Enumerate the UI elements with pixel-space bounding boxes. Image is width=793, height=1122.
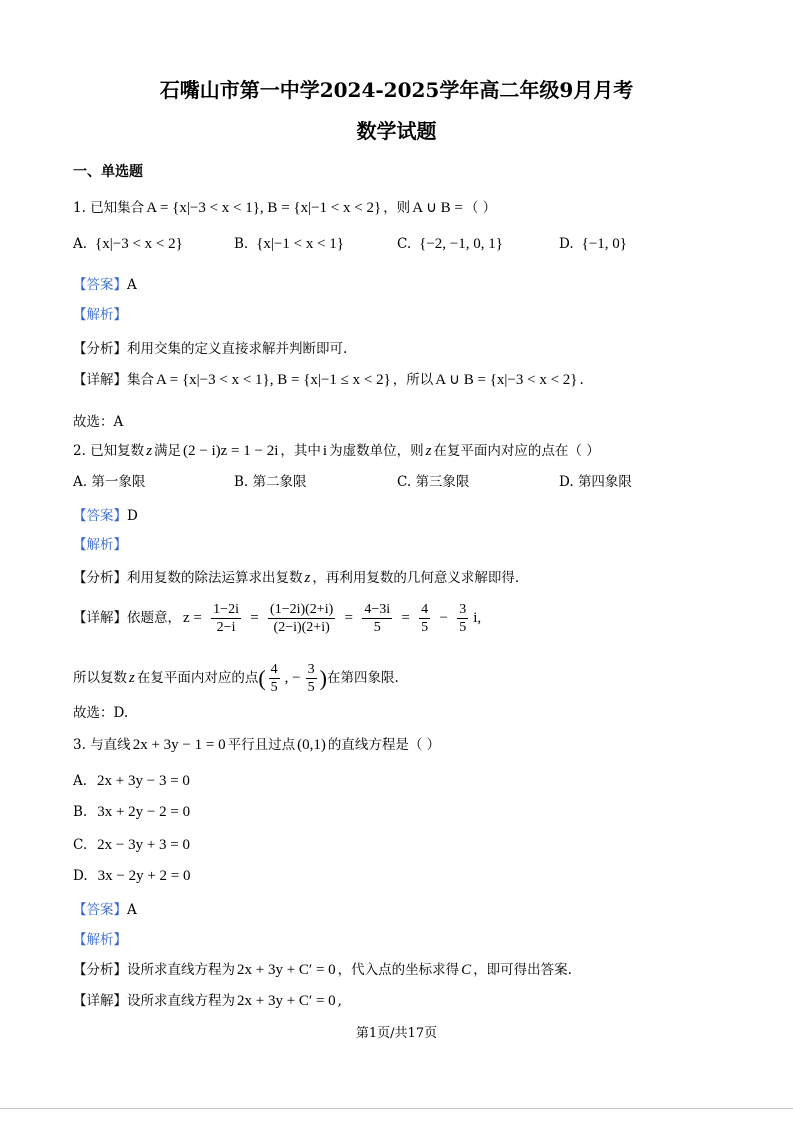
q1-options: [73, 234, 723, 254]
q3-xiangjie-end: ,: [337, 993, 342, 1009]
q1-option-a: [73, 234, 185, 254]
q1-xiangjie-end: .: [579, 372, 584, 388]
q2-stem-z2: z: [425, 443, 432, 459]
option-text: {x|−1 < x < 1}: [256, 236, 344, 252]
q2-point: [73, 658, 399, 699]
q1-answer-value: A: [127, 277, 137, 293]
q3-option-d: [73, 866, 193, 886]
fraction-denominator: 2−i: [216, 620, 236, 635]
option-text: 第四象限: [577, 474, 632, 490]
q2-xiangjie-lhs: z =: [183, 610, 202, 626]
option-label: D.: [559, 474, 574, 490]
q3-option-c: [73, 835, 192, 855]
q3-stem-text3: 的直线方程是（ ）: [327, 737, 441, 753]
point-separator: , −: [284, 670, 301, 686]
option-text: 第三象限: [415, 474, 470, 490]
q1-xiangjie-text1: 集合: [127, 372, 154, 388]
fraction: [419, 601, 430, 636]
fraction-denominator: 5: [307, 680, 315, 695]
option-text: 3x + 2y − 2 = 0: [97, 804, 191, 820]
fraction: [306, 661, 317, 696]
fenxi-tag: 【分析】: [73, 341, 127, 357]
q1-xiangjie-text2: ，所以: [392, 372, 434, 388]
q2-option-d: [559, 472, 632, 492]
answer-tag: 【答案】: [73, 508, 127, 524]
q3-answer-value: A: [127, 902, 137, 918]
q3-xiangjie: [73, 991, 342, 1011]
q2-stem-z: z: [146, 443, 153, 459]
q1-stem-union: A ∪ B =: [412, 200, 463, 216]
q1-xiangjie-math1: A = {x|−3 < x < 1}, B = {x|−1 ≤ x < 2}: [156, 372, 391, 388]
q2-stem-text3: ，其中: [280, 443, 321, 459]
q3-fenxi-text3: ，即可得出答案.: [473, 962, 572, 978]
option-label: C.: [397, 236, 412, 252]
q3-number: 3.: [73, 737, 86, 753]
fraction-denominator: 5: [270, 680, 278, 695]
fraction-numerator: 4: [421, 602, 429, 617]
q2-xiangjie: [73, 598, 483, 638]
q3-fenxi: [73, 960, 572, 980]
exam-title: 石嘴山市第一中学2024-2025学年高二年级9月月考: [159, 78, 634, 102]
q2-xiangjie-text: 依题意，: [127, 610, 181, 626]
q3-stem-line: 2x + 3y − 1 = 0: [132, 737, 226, 753]
q2-point-text2: 在复平面内对应的点: [136, 670, 259, 686]
q2-answer: [73, 506, 138, 526]
q3-xiangjie-math: 2x + 3y + C′ = 0: [237, 993, 336, 1009]
fraction: [457, 601, 468, 636]
option-text: {−2, −1, 0, 1}: [419, 236, 503, 252]
q3-jiexi-tag: 【解析】: [73, 932, 127, 948]
q3-option-b: [73, 802, 192, 822]
fenxi-tag: 【分析】: [73, 962, 127, 978]
option-text: 第一象限: [91, 474, 146, 490]
q1-number: 1.: [73, 200, 86, 216]
q1-stem-paren: （ ）: [464, 200, 497, 216]
xiangjie-tag: 【详解】: [73, 372, 127, 388]
fraction-numerator: 3: [459, 602, 467, 617]
option-text: 2x − 3y + 3 = 0: [97, 837, 191, 853]
fraction-denominator: 5: [373, 620, 381, 635]
q2-stem-text4: 为虚数单位，则: [329, 443, 424, 459]
fraction-numerator: 4−3i: [364, 602, 391, 617]
fraction: [269, 661, 280, 696]
fenxi-tag: 【分析】: [73, 570, 127, 586]
q1-stem-text: 已知集合: [90, 200, 145, 216]
fraction-denominator: 5: [421, 620, 429, 635]
q1-option-c: [397, 234, 505, 254]
exam-subtitle: 数学试题: [356, 119, 437, 143]
q3-stem-text2: 平行且过点: [227, 737, 296, 753]
q2-xiangjie-tail: i,: [473, 610, 482, 626]
q2-point-text1: 所以复数: [73, 670, 127, 686]
option-label: A.: [73, 236, 88, 252]
option-label: A.: [73, 474, 88, 490]
q2-fenxi: [73, 568, 519, 588]
option-label: B.: [73, 804, 88, 820]
q2-fenxi-text2: ，再利用复数的几何意义求解即得.: [312, 570, 520, 586]
q2-stem-equation: (2 − i)z = 1 − 2i: [183, 443, 279, 459]
q2-fenxi-z: z: [304, 570, 311, 586]
option-label: B.: [234, 236, 249, 252]
q3-stem-point: (0,1): [297, 737, 326, 753]
q1-option-d: [559, 234, 629, 254]
bottom-divider: [0, 1108, 793, 1109]
q2-options: [73, 472, 723, 492]
option-text: 第二象限: [252, 474, 307, 490]
operator: =: [250, 610, 259, 626]
option-text: {x|−3 < x < 2}: [95, 236, 183, 252]
xiangjie-tag: 【详解】: [73, 993, 127, 1009]
q3-stem-text1: 与直线: [90, 737, 131, 753]
fraction-numerator: 1−2i: [213, 602, 239, 617]
q2-point-z: z: [129, 670, 135, 686]
q1-xiangjie-math2: A ∪ B = {x|−3 < x < 2}: [435, 372, 578, 388]
option-label: C.: [397, 474, 412, 490]
fraction: [362, 601, 392, 636]
q1-stem-sets: A = {x|−3 < x < 1}, B = {x|−1 < x < 2}: [146, 200, 382, 216]
q2-stem-text2: 满足: [154, 443, 182, 459]
q2-stem: [73, 441, 600, 461]
q2-jiexi-tag: 【解析】: [73, 537, 127, 553]
open-paren: (: [258, 665, 266, 691]
option-text: {−1, 0}: [581, 236, 627, 252]
q1-jiexi-tag: 【解析】: [73, 307, 127, 323]
xiangjie-tag: 【详解】: [73, 610, 127, 626]
q2-stem-i: i: [322, 443, 328, 459]
q1-answer: [73, 275, 137, 295]
q3-fenxi-math: 2x + 3y + C′ = 0: [237, 962, 336, 978]
answer-tag: 【答案】: [73, 902, 127, 918]
operator: =: [401, 610, 410, 626]
option-label: D.: [73, 868, 88, 884]
q1-fenxi-text: 利用交集的定义直接求解并判断即可.: [127, 341, 348, 357]
fraction-denominator: (2−i)(2+i): [273, 620, 330, 635]
q3-fenxi-text2: ，代入点的坐标求得: [337, 962, 460, 978]
q3-xiangjie-text: 设所求直线方程为: [127, 993, 235, 1009]
q1-option-b: [234, 234, 346, 254]
fraction-numerator: 3: [307, 662, 315, 677]
q3-stem: [73, 735, 440, 755]
q3-answer: [73, 900, 137, 920]
q2-conclusion: 故选：D.: [73, 705, 129, 721]
option-label: D.: [559, 236, 574, 252]
operator: −: [439, 610, 448, 626]
q1-stem: [73, 198, 496, 218]
operator: =: [344, 610, 354, 626]
q2-point-text3: 在第四象限.: [326, 670, 399, 686]
q2-answer-value: D: [127, 508, 138, 524]
q2-option-c: [397, 472, 469, 492]
q2-stem-text5: 在复平面内对应的点在（ ）: [433, 443, 600, 459]
option-label: C.: [73, 837, 88, 853]
fraction-numerator: (1−2i)(2+i): [270, 602, 334, 617]
option-text: 3x − 2y + 2 = 0: [97, 868, 191, 884]
fraction: [268, 601, 335, 636]
q1-conclusion: 故选：A: [73, 414, 124, 430]
section-title: 一、单选题: [73, 164, 143, 180]
q2-option-b: [234, 472, 307, 492]
q3-option-a: [73, 771, 192, 791]
q2-fenxi-text1: 利用复数的除法运算求出复数: [127, 570, 303, 586]
q1-xiangjie: [73, 370, 584, 390]
close-paren: ): [319, 665, 327, 691]
q3-fenxi-c: C: [461, 962, 472, 978]
q1-stem-then: ，则: [383, 200, 411, 216]
option-label: A.: [73, 773, 88, 789]
q2-option-a: [73, 472, 145, 492]
q3-fenxi-text1: 设所求直线方程为: [127, 962, 235, 978]
q1-fenxi: [73, 339, 347, 359]
option-text: 2x + 3y − 3 = 0: [97, 773, 190, 789]
fraction-denominator: 5: [459, 620, 467, 635]
fraction: [211, 601, 241, 636]
fraction-numerator: 4: [270, 662, 278, 677]
page-number: 第1页/共17页: [355, 1026, 438, 1041]
answer-tag: 【答案】: [73, 277, 127, 293]
q2-stem-text1: 已知复数: [90, 443, 145, 459]
q2-number: 2.: [73, 443, 86, 459]
option-label: B.: [234, 474, 249, 490]
